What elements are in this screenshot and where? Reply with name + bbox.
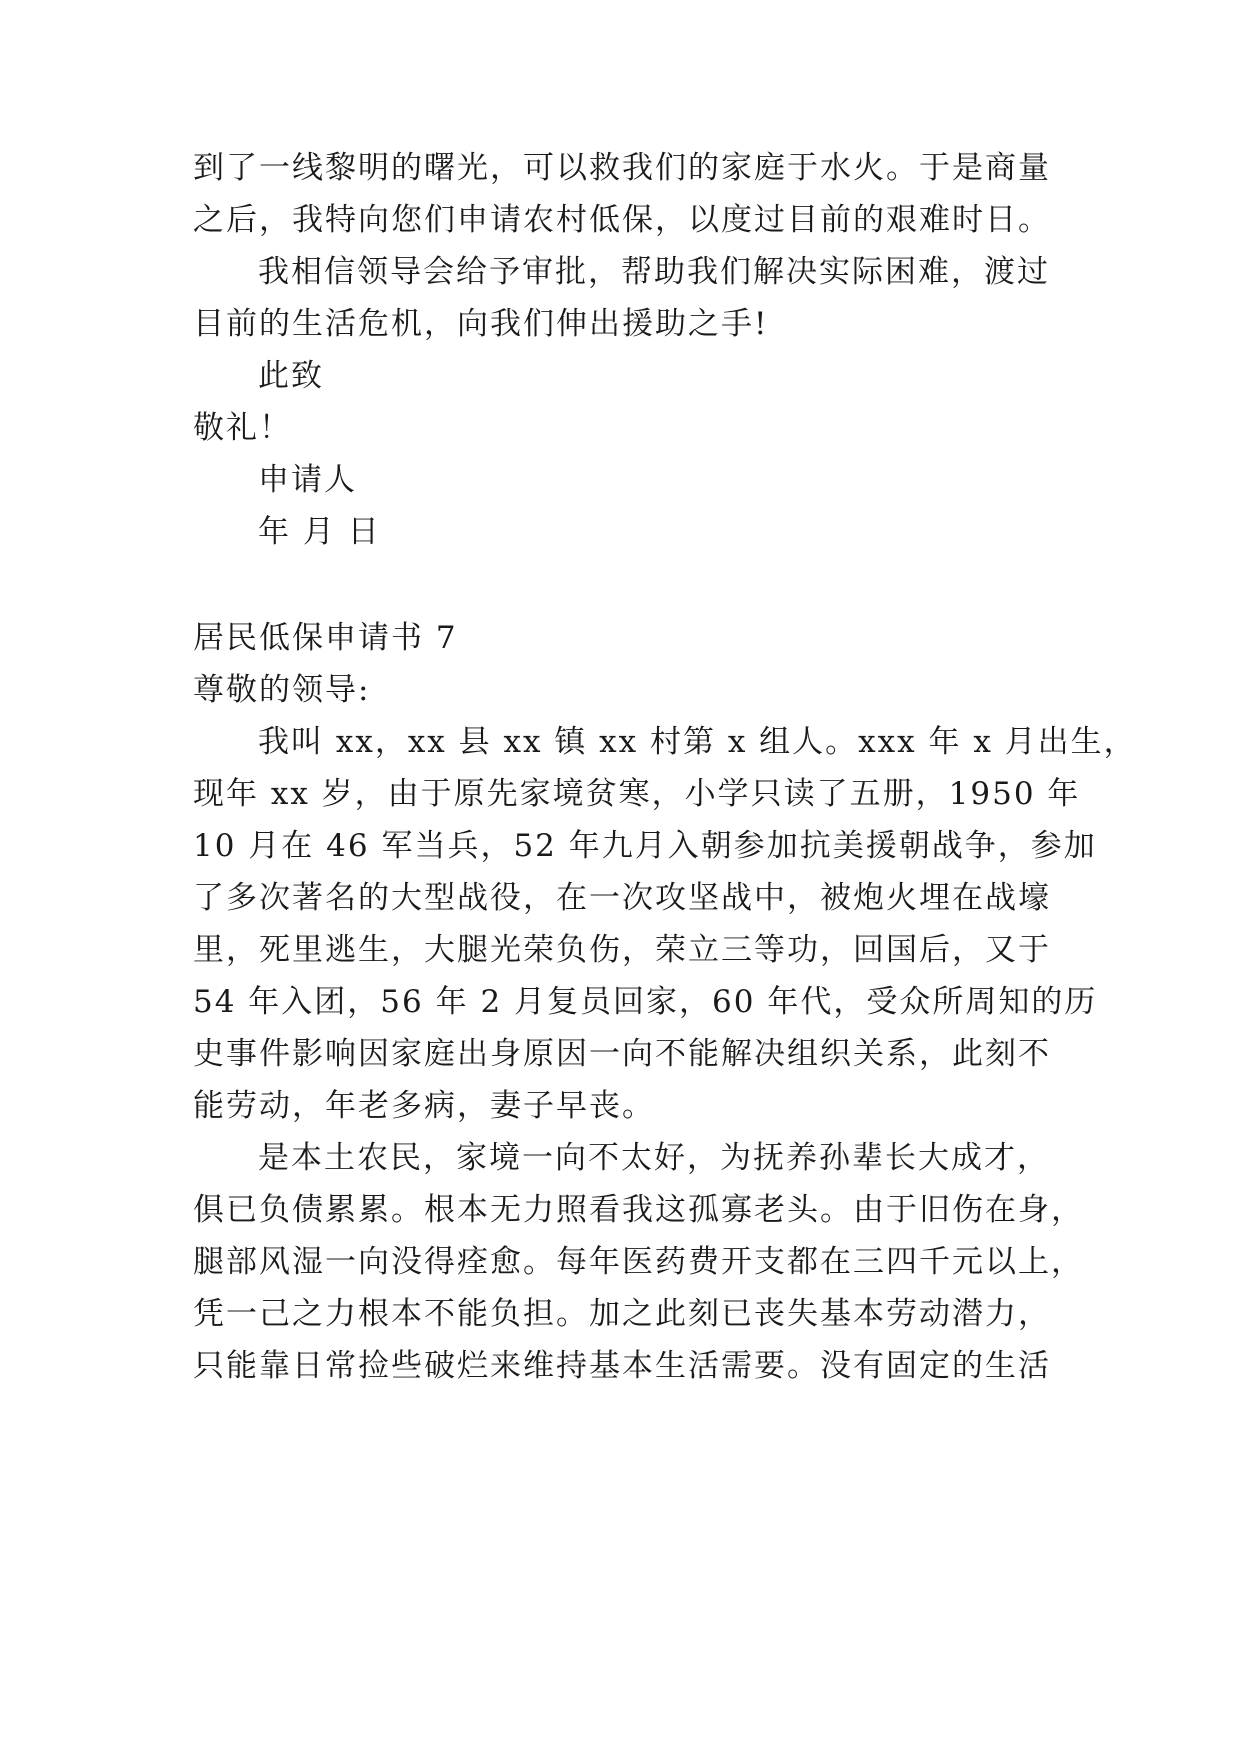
applicant-label: 申请人 bbox=[258, 462, 357, 498]
text-line: 54 年入团，56 年 2 月复员回家，60 年代，受众所周知的历 bbox=[193, 984, 1098, 1020]
greeting: 尊敬的领导: bbox=[193, 672, 371, 708]
text-line: 之后，我特向您们申请农村低保，以度过目前的艰难时日。 bbox=[193, 202, 1051, 238]
text-line: 里，死里逃生，大腿光荣负伤，荣立三等功，回国后，又于 bbox=[193, 932, 1051, 968]
text-line: 史事件影响因家庭出身原因一向不能解决组织关系，此刻不 bbox=[193, 1036, 1051, 1072]
date-label: 年 月 日 bbox=[258, 514, 381, 550]
closing-salutation: 此致 bbox=[258, 358, 324, 394]
text-line: 10 月在 46 军当兵，52 年九月入朝参加抗美援朝战争，参加 bbox=[193, 828, 1097, 864]
text-line: 我相信领导会给予审批，帮助我们解决实际困难，渡过 bbox=[258, 254, 1050, 290]
text-line: 了多次著名的大型战役，在一次攻坚战中，被炮火埋在战壕 bbox=[193, 880, 1051, 916]
text-line: 腿部风湿一向没得痊愈。每年医药费开支都在三四千元以上， bbox=[193, 1244, 1084, 1280]
section-title: 居民低保申请书 7 bbox=[193, 620, 458, 656]
text-line: 只能靠日常捡些破烂来维持基本生活需要。没有固定的生活 bbox=[193, 1348, 1051, 1384]
text-line: 我叫 xx，xx 县 xx 镇 xx 村第 x 组人。xxx 年 x 月出生， bbox=[258, 724, 1137, 760]
text-line: 能劳动，年老多病，妻子早丧。 bbox=[193, 1088, 655, 1124]
text-line: 是本土农民，家境一向不太好，为抚养孙辈长大成才， bbox=[258, 1140, 1050, 1176]
text-line: 现年 xx 岁，由于原先家境贫寒，小学只读了五册，1950 年 bbox=[193, 776, 1081, 812]
text-line: 俱已负债累累。根本无力照看我这孤寡老头。由于旧伤在身， bbox=[193, 1192, 1084, 1228]
closing-regards: 敬礼！ bbox=[193, 410, 292, 446]
text-line: 到了一线黎明的曙光，可以救我们的家庭于水火。于是商量 bbox=[193, 150, 1051, 186]
text-line: 凭一己之力根本不能负担。加之此刻已丧失基本劳动潜力， bbox=[193, 1296, 1051, 1332]
text-line: 目前的生活危机，向我们伸出援助之手! bbox=[193, 306, 769, 342]
